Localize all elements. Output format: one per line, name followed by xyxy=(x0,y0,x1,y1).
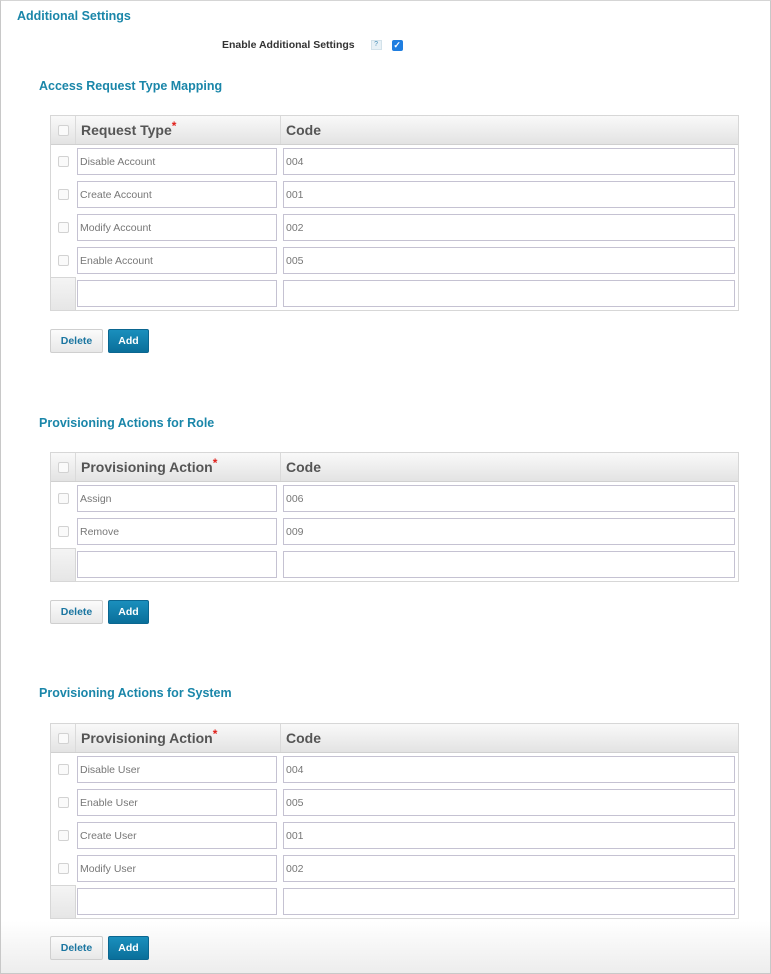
new-provisioning-action-input[interactable] xyxy=(77,551,277,578)
new-row-handle xyxy=(51,548,76,581)
table-row xyxy=(51,178,738,211)
row-checkbox[interactable] xyxy=(58,830,69,841)
column-header-code[interactable]: Code xyxy=(286,122,321,138)
code-input[interactable]: 009 xyxy=(283,518,735,545)
request-type-input[interactable]: Disable Account xyxy=(77,148,277,175)
required-marker: * xyxy=(212,727,218,741)
row-checkbox[interactable] xyxy=(58,189,69,200)
code-input[interactable]: 002 xyxy=(283,855,735,882)
add-button[interactable]: Add xyxy=(108,329,149,353)
enable-additional-settings-row xyxy=(222,39,403,51)
enable-additional-settings-label: Enable Additional Settings xyxy=(222,39,355,51)
grid-actions xyxy=(50,600,149,624)
section-title-provisioning-actions-role: Provisioning Actions for Role xyxy=(39,416,215,430)
row-checkbox[interactable] xyxy=(58,526,69,537)
section-title-provisioning-actions-system: Provisioning Actions for System xyxy=(39,686,232,700)
new-row-handle xyxy=(51,885,76,918)
request-type-input[interactable]: Modify Account xyxy=(77,214,277,241)
delete-button[interactable]: Delete xyxy=(50,936,103,960)
grid-header xyxy=(51,453,738,482)
provisioning-action-input[interactable]: Modify User xyxy=(77,855,277,882)
delete-button[interactable]: Delete xyxy=(50,600,103,624)
select-all-checkbox[interactable] xyxy=(58,462,69,473)
provisioning-action-input[interactable]: Disable User xyxy=(77,756,277,783)
code-input[interactable]: 006 xyxy=(283,485,735,512)
select-all-checkbox[interactable] xyxy=(58,125,69,136)
row-checkbox[interactable] xyxy=(58,863,69,874)
table-row xyxy=(51,145,738,178)
table-row xyxy=(51,786,738,819)
new-row xyxy=(51,277,738,310)
provisioning-action-input[interactable]: Assign xyxy=(77,485,277,512)
new-code-input[interactable] xyxy=(283,280,735,307)
table-row xyxy=(51,852,738,885)
request-type-input[interactable]: Enable Account xyxy=(77,247,277,274)
add-button[interactable]: Add xyxy=(108,600,149,624)
row-checkbox[interactable] xyxy=(58,493,69,504)
provisioning-actions-system-grid xyxy=(50,723,739,919)
grid-actions xyxy=(50,329,149,353)
new-row xyxy=(51,548,738,581)
delete-button[interactable]: Delete xyxy=(50,329,103,353)
grid-header xyxy=(51,116,738,145)
table-row xyxy=(51,482,738,515)
select-all-checkbox[interactable] xyxy=(58,733,69,744)
code-input[interactable]: 004 xyxy=(283,148,735,175)
help-icon[interactable]: ? xyxy=(371,40,382,50)
provisioning-action-input[interactable]: Enable User xyxy=(77,789,277,816)
row-checkbox[interactable] xyxy=(58,222,69,233)
required-marker: * xyxy=(171,119,177,133)
code-input[interactable]: 002 xyxy=(283,214,735,241)
column-header-provisioning-action[interactable]: Provisioning Action * xyxy=(76,453,281,481)
new-provisioning-action-input[interactable] xyxy=(77,888,277,915)
table-row xyxy=(51,753,738,786)
code-input[interactable]: 005 xyxy=(283,789,735,816)
table-row xyxy=(51,819,738,852)
new-request-type-input[interactable] xyxy=(77,280,277,307)
column-header-code[interactable]: Code xyxy=(286,730,321,746)
page-title: Additional Settings xyxy=(17,9,131,23)
grid-header xyxy=(51,724,738,753)
row-checkbox[interactable] xyxy=(58,797,69,808)
code-input[interactable]: 004 xyxy=(283,756,735,783)
required-marker: * xyxy=(212,456,218,470)
table-row xyxy=(51,211,738,244)
provisioning-actions-role-grid xyxy=(50,452,739,582)
code-input[interactable]: 001 xyxy=(283,181,735,208)
provisioning-action-input[interactable]: Remove xyxy=(77,518,277,545)
access-request-type-grid xyxy=(50,115,739,311)
row-checkbox[interactable] xyxy=(58,764,69,775)
row-checkbox[interactable] xyxy=(58,255,69,266)
column-header-request-type[interactable]: Request Type * xyxy=(76,116,281,144)
new-code-input[interactable] xyxy=(283,551,735,578)
add-button[interactable]: Add xyxy=(108,936,149,960)
column-header-code[interactable]: Code xyxy=(286,459,321,475)
row-checkbox[interactable] xyxy=(58,156,69,167)
enable-additional-settings-checkbox[interactable]: ✓ xyxy=(393,39,401,50)
new-code-input[interactable] xyxy=(283,888,735,915)
code-input[interactable]: 005 xyxy=(283,247,735,274)
code-input[interactable]: 001 xyxy=(283,822,735,849)
new-row-handle xyxy=(51,277,76,310)
column-header-provisioning-action[interactable]: Provisioning Action * xyxy=(76,724,281,752)
table-row xyxy=(51,515,738,548)
request-type-input[interactable]: Create Account xyxy=(77,181,277,208)
provisioning-action-input[interactable]: Create User xyxy=(77,822,277,849)
section-title-access-request-type-mapping: Access Request Type Mapping xyxy=(39,79,223,93)
table-row xyxy=(51,244,738,277)
new-row xyxy=(51,885,738,918)
grid-actions xyxy=(50,936,149,960)
